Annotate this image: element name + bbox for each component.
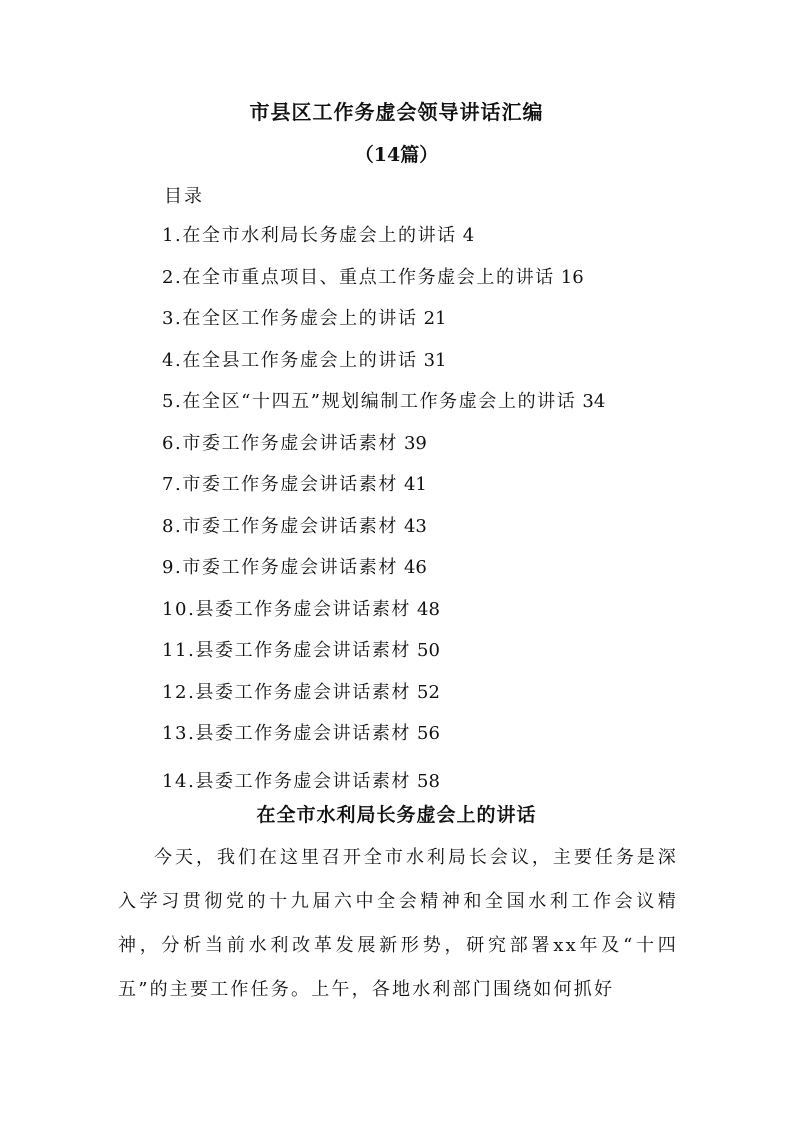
toc-item-label: 5.在全区“十四五”规划编制工作务虚会上的讲话 bbox=[162, 391, 577, 412]
toc-item[interactable] bbox=[162, 388, 605, 430]
toc-item-page-number: 58 bbox=[417, 770, 440, 792]
section-title: 在全市水利局长务虚会上的讲话 bbox=[256, 804, 537, 826]
toc-item-label: 8.市委工作务虚会讲话素材 bbox=[162, 515, 398, 537]
toc-item-page-number: 31 bbox=[423, 349, 447, 371]
document-title: 市县区工作务虚会领导讲话汇编 bbox=[249, 100, 544, 124]
toc-item[interactable] bbox=[162, 430, 605, 472]
toc-item-page-number: 52 bbox=[417, 681, 440, 703]
toc-item-page-number: 56 bbox=[417, 723, 440, 744]
toc-item-label: 4.在全县工作务虚会上的讲话 bbox=[162, 349, 418, 371]
document-subtitle: （14篇） bbox=[354, 144, 439, 166]
toc-item[interactable] bbox=[162, 637, 605, 679]
toc-item[interactable] bbox=[162, 720, 605, 762]
body-paragraph: 今天，我们在这里召开全市水利局长会议，主要任务是深入学习贯彻党的十九届六中全会精神和全国水利工作会议精神，分析当前水利改革发展新形势，研究部署xx年及“十四五”的主要工作任务。上午，各地水利部门围绕如何抓好 bbox=[118, 847, 678, 1000]
toc-item-label: 7.市委工作务虚会讲话素材 bbox=[162, 474, 398, 495]
toc-item-label: 6.市委工作务虚会讲话素材 bbox=[162, 432, 398, 454]
toc-item-page-number: 46 bbox=[403, 557, 427, 578]
toc-item-label: 11.县委工作务虚会讲话素材 bbox=[162, 640, 412, 661]
toc-item[interactable] bbox=[162, 596, 605, 638]
toc-item-label: 12.县委工作务虚会讲话素材 bbox=[162, 681, 412, 703]
toc-item-page-number: 48 bbox=[417, 598, 440, 620]
toc-item-page-number: 16 bbox=[560, 266, 584, 288]
toc-heading: 目录 bbox=[164, 186, 204, 207]
toc-item[interactable] bbox=[162, 554, 605, 596]
toc-item[interactable] bbox=[162, 347, 605, 389]
toc-item[interactable] bbox=[162, 222, 605, 264]
toc-item-label: 9.市委工作务虚会讲话素材 bbox=[162, 557, 398, 578]
toc-item[interactable] bbox=[162, 305, 605, 347]
toc-item-page-number: 34 bbox=[582, 391, 606, 412]
toc-item-label: 14.县委工作务虚会讲话素材 bbox=[162, 770, 412, 792]
toc-item[interactable] bbox=[162, 471, 605, 513]
table-of-contents bbox=[162, 222, 605, 809]
toc-item-label: 1.在全市水利局长务虚会上的讲话 bbox=[162, 225, 457, 246]
toc-item[interactable] bbox=[162, 679, 605, 721]
toc-item-label: 10.县委工作务虚会讲话素材 bbox=[162, 598, 412, 620]
toc-item-page-number: 50 bbox=[417, 640, 440, 661]
toc-item-page-number: 41 bbox=[403, 474, 427, 495]
toc-item[interactable] bbox=[162, 513, 605, 555]
toc-item-page-number: 39 bbox=[403, 432, 427, 454]
toc-item-label: 2.在全市重点项目、重点工作务虚会上的讲话 bbox=[162, 266, 555, 288]
toc-item-page-number: 4 bbox=[462, 225, 475, 246]
toc-item-page-number: 43 bbox=[403, 515, 427, 537]
toc-item-label: 13.县委工作务虚会讲话素材 bbox=[162, 723, 412, 744]
toc-item-label: 3.在全区工作务虚会上的讲话 bbox=[162, 308, 418, 329]
toc-item-page-number: 21 bbox=[423, 308, 447, 329]
toc-item[interactable] bbox=[162, 264, 605, 306]
